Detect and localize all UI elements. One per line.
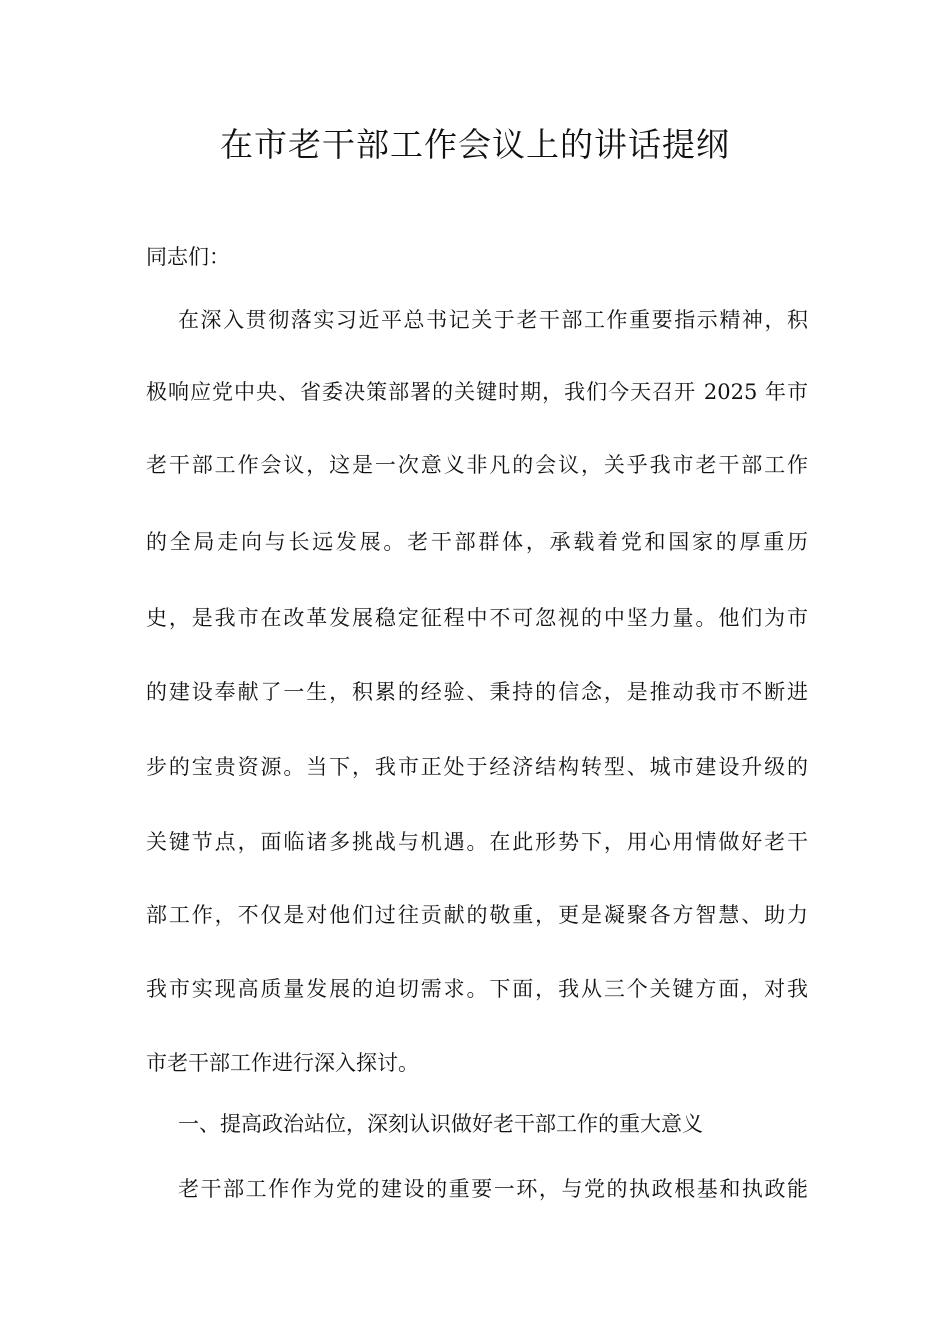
paragraph-line: 步的宝贵资源。当下，我市正处于经济结构转型、城市建设升级的 [146, 755, 808, 779]
section-heading: 一、提高政治站位，深刻认识做好老干部工作的重大意义 [178, 1112, 703, 1136]
document-title: 在市老干部工作会议上的讲话提纲 [220, 125, 730, 164]
paragraph-line: 老干部工作作为党的建设的重要一环，与党的执政根基和执政能 [178, 1177, 808, 1201]
paragraph-line: 极响应党中央、省委决策部署的关键时期，我们今天召开 2025 年市 [146, 380, 808, 404]
paragraph-line: 关键节点，面临诸多挑战与机遇。在此形势下，用心用情做好老干 [146, 830, 808, 854]
paragraph-line: 市老干部工作进行深入探讨。 [146, 1051, 419, 1075]
paragraph-line: 我市实现高质量发展的迫切需求。下面，我从三个关键方面，对我 [146, 977, 808, 1001]
paragraph-line: 的建设奉献了一生，积累的经验、秉持的信念，是推动我市不断进 [146, 680, 808, 704]
paragraph-line: 史，是我市在改革发展稳定征程中不可忽视的中坚力量。他们为市 [146, 606, 808, 630]
paragraph-line: 部工作，不仅是对他们过往贡献的敬重，更是凝聚各方智慧、助力 [146, 903, 808, 927]
paragraph-line: 的全局走向与长远发展。老干部群体，承载着党和国家的厚重历 [146, 530, 808, 554]
paragraph-line: 老干部工作会议，这是一次意义非凡的会议，关乎我市老干部工作 [146, 453, 808, 477]
paragraph-line: 在深入贯彻落实习近平总书记关于老干部工作重要指示精神，积 [178, 308, 808, 332]
salutation: 同志们： [146, 245, 230, 269]
